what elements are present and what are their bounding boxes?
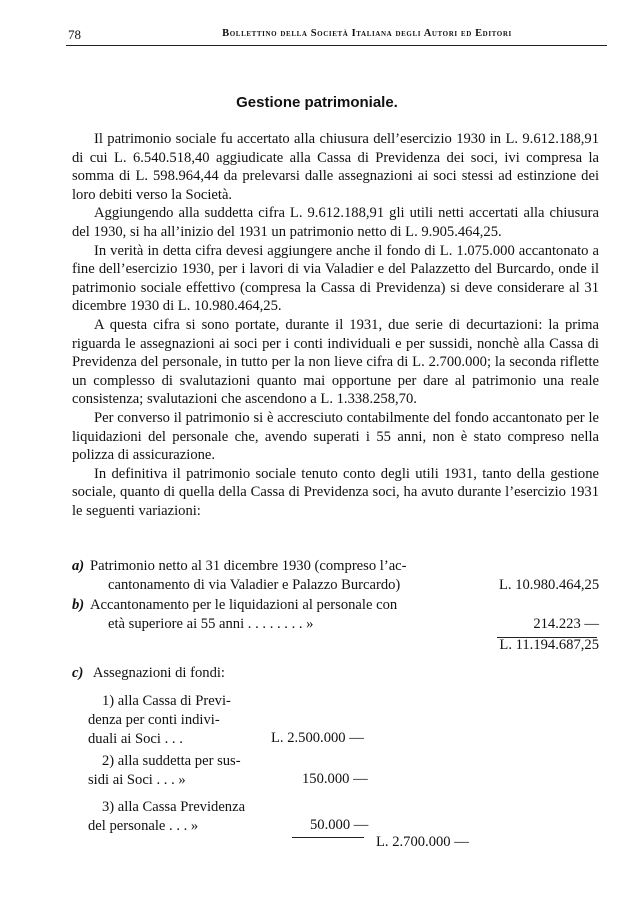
sub-amount-2: 150.000 — (302, 771, 368, 787)
page-number: 78 (68, 27, 81, 42)
sub-line: duali ai Soci . . . (88, 731, 183, 747)
sub-amount-1: L. 2.500.000 — (271, 730, 364, 746)
item-line: cantonamento di via Valadier e Palazzo Burcardo) (108, 577, 401, 593)
item-line: Assegnazioni di fondi: (92, 665, 225, 681)
item-label: c) (72, 665, 84, 681)
sub-line: 3) alla Cassa Previdenza (102, 799, 246, 815)
item-line: età superiore ai 55 anni . . . . . . . . » (108, 616, 314, 632)
header-rule (66, 45, 607, 46)
item-b (72, 596, 599, 634)
running-header: Bollettino della Società Italiana degli Autori ed Editori (222, 28, 512, 39)
sub-item-2 (88, 752, 270, 790)
item-a (72, 557, 599, 595)
sub-item-3 (88, 798, 270, 836)
item-text (90, 557, 599, 595)
item-text (90, 596, 599, 634)
sub-line: denza per conti indivi- (88, 712, 220, 728)
item-line: Accantonamento per le liquidazioni al personale con (90, 597, 398, 613)
total-rule (497, 637, 597, 638)
section-title: Gestione patrimoniale. (236, 94, 398, 111)
item-label: a) (72, 558, 85, 574)
sub-line: del personale . . . » (88, 818, 199, 834)
item-c-heading (72, 664, 225, 683)
item-label: b) (72, 597, 85, 613)
item-amount: L. 10.980.464,25 (499, 577, 600, 593)
paragraph: In verità in detta cifra devesi aggiungere anche il fondo di L. 1.075.000 accantonato a fine dell’esercizio 1930, per i lavori di via Valadier e del Palazzetto del Burcardo, onde il patrimonio sociale effettivo (compresa la Cassa di Previdenza) si deve considerare al 31 dicembre 1930 di L. 10.980.464,25. (72, 242, 599, 315)
total-amount: L. 11.194.687,25 (499, 637, 599, 653)
paragraph: Il patrimonio sociale fu accertato alla chiusura dell’esercizio 1930 in L. 9.612.188,91 di cui L. 6.540.518,40 aggiudicate alla Cassa di Previdenza dei soci, ivi compresa la somma di L. 598.964,44 da prelevarsi dalle assegnazioni ai soci stessi ad estinzione dei loro debiti verso la Società. (72, 131, 599, 203)
total-row (72, 636, 599, 655)
paragraph: Aggiungendo alla suddetta cifra L. 9.612.188,91 gli utili netti accertati alla chiusura del 1930, si ha all’inizio del 1931 un patrimonio netto di L. 9.905.464,25. (72, 205, 599, 240)
sub-item-1 (88, 692, 270, 749)
body-text (72, 130, 599, 520)
variations-list (72, 557, 599, 655)
paragraph: A questa cifra si sono portate, durante il 1931, due serie di decurtazioni: la prima riguarda le assegnazioni ai soci per i conti individuali e per sussidi, nonchè alla Cassa di Previdenza del personale, in tutto per la non lieve cifra di L. 2.700.000; la seconda riflette un complesso di svalutazioni quanto mai opportune per dare al patrimonio una reale consistenza; svalutazioni che ascendono a L. 1.338.258,70. (72, 316, 599, 408)
paragraph: In definitiva il patrimonio sociale tenuto conto degli utili 1931, tanto della gestione sociale, quanto di quella della Cassa di Previdenza soci, ha avuto durante l’esercizio 1931 le seguenti variazioni: (72, 465, 599, 519)
paragraph: Per converso il patrimonio si è accresciuto contabilmente del fondo accantonato per le liquidazioni del personale che, avendo superati i 55 anni, non è stato compreso nella polizza di assicurazione. (72, 409, 599, 464)
sub-line: 1) alla Cassa di Previ- (102, 693, 231, 709)
subtotal-rule (292, 837, 364, 838)
subtotal-amount: L. 2.700.000 — (376, 834, 469, 850)
sub-line: 2) alla suddetta per sus- (102, 753, 241, 769)
sub-line: sidi ai Soci . . . » (88, 772, 186, 788)
sub-amount-3: 50.000 — (310, 817, 369, 833)
item-amount: 214.223 — (533, 616, 599, 632)
item-line: Patrimonio netto al 31 dicembre 1930 (compreso l’ac- (90, 558, 407, 574)
